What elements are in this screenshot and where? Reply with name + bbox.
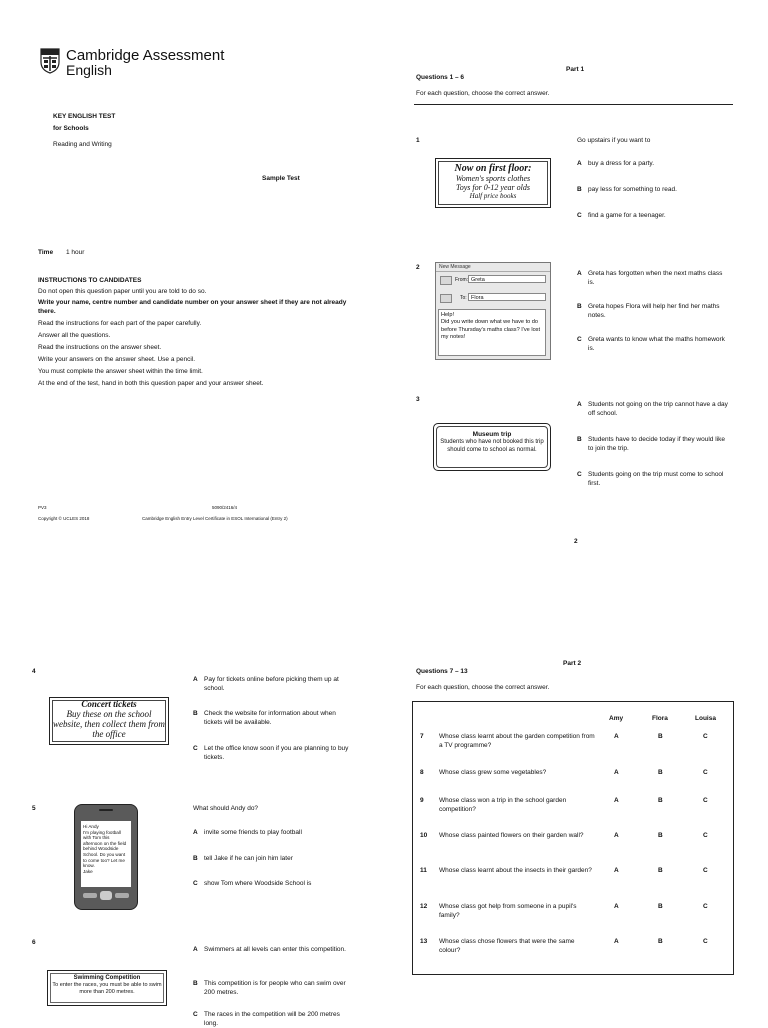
option-letter: C (577, 336, 582, 343)
instruction-line: Read the instructions on the answer sheet. (38, 344, 162, 351)
option-letter: A (577, 401, 582, 408)
phone-home-button (100, 891, 112, 900)
option-text: Check the website for information about when tickets will be available. (204, 710, 336, 726)
answer-c[interactable]: C (703, 832, 708, 839)
from-label: From: (455, 277, 469, 283)
option-text: find a game for a teenager. (588, 212, 666, 219)
answer-a[interactable]: A (614, 938, 619, 945)
divider (414, 104, 733, 105)
option-b[interactable] (193, 855, 349, 864)
part2-title: Part 2 (563, 660, 582, 667)
part1-title: Part 1 (566, 66, 585, 73)
option-a[interactable] (193, 676, 349, 693)
option-text: pay less for something to read. (588, 186, 677, 193)
option-text: The races in the competition will be 200 metres long. (204, 1011, 340, 1027)
phone-left-key (83, 893, 97, 898)
answer-b[interactable]: B (658, 797, 663, 804)
option-letter: C (193, 745, 198, 752)
row-number: 7 (420, 733, 424, 740)
option-text: Greta wants to know what the maths homework is. (588, 336, 725, 352)
sign-line: Toys for 0-12 year olds (456, 183, 530, 192)
answer-b[interactable]: B (658, 832, 663, 839)
message-body: Help! Did you write down what we have to do before Thursday's maths class? I've lost my notes! (438, 309, 546, 356)
option-text: Students going on the trip must come to school first. (588, 471, 724, 487)
exam-title: KEY ENGLISH TEST (53, 113, 116, 120)
sample-label: Sample Test (262, 175, 300, 182)
row-number: 8 (420, 769, 424, 776)
answer-c[interactable]: C (703, 733, 708, 740)
option-letter: B (193, 855, 198, 862)
option-letter: B (577, 186, 582, 193)
question-number: 1 (416, 137, 420, 144)
instruction-line: Answer all the questions. (38, 332, 111, 339)
answer-a[interactable]: A (614, 867, 619, 874)
option-a[interactable] (193, 829, 349, 838)
option-letter: C (193, 880, 198, 887)
option-a[interactable] (577, 401, 730, 418)
sign-title: Swimming Competition (73, 975, 141, 981)
answer-a[interactable]: A (614, 797, 619, 804)
answer-c[interactable]: C (703, 797, 708, 804)
from-icon (440, 276, 452, 285)
option-b[interactable] (577, 436, 730, 453)
option-letter: A (193, 946, 198, 953)
answer-c[interactable]: C (703, 938, 708, 945)
sign-body: To enter the races, you must be able to swim more than 200 metres. (52, 982, 162, 995)
instruction-line: Write your name, centre number and candidate number on your answer sheet if they are not already there. (38, 299, 347, 315)
answer-b[interactable]: B (658, 938, 663, 945)
option-letter: C (577, 471, 582, 478)
phone-speaker (99, 809, 113, 811)
option-letter: C (577, 212, 582, 219)
part1-questions-range: Questions 1 – 6 (416, 74, 465, 81)
option-text: Students have to decide today if they would like to join the trip. (588, 436, 725, 452)
page-number: 2 (574, 538, 578, 545)
answer-a[interactable]: A (614, 769, 619, 776)
option-letter: A (193, 676, 198, 683)
instruction-line: Read the instructions for each part of the paper carefully. (38, 320, 202, 327)
row-question: Whose class learnt about the insects in their garden? (439, 867, 592, 874)
option-c[interactable] (193, 1011, 349, 1028)
row-number: 9 (420, 797, 424, 804)
question-number: 4 (32, 668, 36, 675)
answer-a[interactable]: A (614, 903, 619, 910)
footer-code: PV3 (38, 505, 47, 510)
question-number: 5 (32, 805, 36, 812)
row-question: Whose class painted flowers on their garden wall? (439, 832, 584, 839)
option-c[interactable] (577, 471, 730, 488)
sign-title: Museum trip (472, 431, 512, 438)
column-header: Flora (652, 715, 668, 722)
exam-subtitle: for Schools (53, 125, 89, 132)
row-number: 12 (420, 903, 428, 910)
column-header: Louisa (695, 715, 716, 722)
answer-c[interactable]: C (703, 903, 708, 910)
sign-line: Women's sports clothes (455, 174, 531, 183)
sign-line: Half price books (469, 192, 517, 200)
part2-questions-range: Questions 7 – 13 (416, 668, 468, 675)
option-text: Let the office know soon if you are planning to buy tickets. (204, 745, 349, 761)
option-text: invite some friends to play football (204, 829, 302, 836)
phone-screen: Hi Andy I'm playing football with Tom this afternoon on the field behind Woodside School. Do you want to come too? Let me know. Jake (81, 821, 131, 887)
option-letter: A (577, 160, 582, 167)
row-question: Whose class grew some vegetables? (439, 769, 547, 776)
option-c[interactable] (193, 880, 349, 889)
option-letter: B (193, 710, 198, 717)
option-b[interactable] (577, 186, 727, 195)
phone-right-key (115, 893, 129, 898)
option-b[interactable] (193, 710, 349, 727)
answer-c[interactable]: C (703, 867, 708, 874)
sign-body: Buy these on the school website, then collect them from the office (53, 709, 165, 739)
instruction-line: Do not open this question paper until you are told to do so. (38, 288, 207, 295)
to-label: To: (460, 295, 467, 301)
instructions-heading: INSTRUCTIONS TO CANDIDATES (38, 277, 142, 284)
row-question: Whose class got help from someone in a pupil's family? (439, 903, 577, 919)
row-question: Whose class won a trip in the school garden competition? (439, 797, 567, 813)
column-header: Amy (609, 715, 624, 722)
brand-name: Cambridge Assessment (66, 47, 225, 64)
option-c[interactable] (577, 336, 729, 353)
answer-c[interactable]: C (703, 769, 708, 776)
email-window (435, 262, 551, 360)
footer-copyright: Copyright © UCLES 2018 (38, 516, 90, 521)
answer-b[interactable]: B (658, 733, 663, 740)
notice-sign (49, 697, 169, 745)
row-number: 10 (420, 832, 428, 839)
from-field: Greta (468, 275, 546, 283)
instruction-line: You must complete the answer sheet within the time limit. (38, 368, 203, 375)
notice-sign (433, 423, 551, 471)
option-c[interactable] (193, 745, 349, 762)
option-text: Greta hopes Flora will help her find her maths notes. (588, 303, 720, 319)
option-text: Swimmers at all levels can enter this competition. (204, 946, 346, 953)
question-prompt: What should Andy do? (193, 805, 259, 812)
row-question: Whose class learnt about the garden competition from a TV programme? (439, 733, 595, 749)
instruction-line: At the end of the test, hand in both this question paper and your answer sheet. (38, 380, 264, 387)
option-text: Students not going on the trip cannot have a day off school. (588, 401, 728, 417)
option-a[interactable] (577, 270, 729, 287)
brand-subname: English (66, 62, 112, 78)
part1-instruction: For each question, choose the correct answer. (416, 90, 550, 97)
cambridge-shield-icon (40, 48, 60, 74)
notice-sign (435, 158, 551, 208)
instruction-line: Write your answers on the answer sheet. Use a pencil. (38, 356, 196, 363)
footer-ref: 5090/2416/4 (212, 505, 238, 510)
notice-sign (47, 970, 167, 1006)
row-number: 11 (420, 867, 427, 874)
answer-b[interactable]: B (658, 903, 663, 910)
question-number: 3 (416, 396, 420, 403)
option-c[interactable] (577, 212, 727, 221)
option-text: tell Jake if he can join him later (204, 855, 293, 862)
option-text: buy a dress for a party. (588, 160, 654, 167)
option-letter: A (193, 829, 198, 836)
sign-body: Students who have not booked this trip should come to school as normal. (440, 439, 544, 453)
footer-certificate: Cambridge English Entry Level Certificate in ESOL International (Entry 2) (142, 516, 288, 521)
paper-name: Reading and Writing (53, 141, 112, 148)
option-letter: A (577, 270, 582, 277)
option-text: Greta has forgotten when the next maths class is. (588, 270, 723, 286)
matching-table (412, 701, 734, 975)
sign-title: Now on first floor: (454, 163, 532, 174)
sign-title: Concert tickets (81, 699, 137, 709)
option-a[interactable] (577, 160, 727, 169)
to-icon (440, 294, 452, 303)
row-number: 13 (420, 938, 428, 945)
option-letter: B (577, 303, 582, 310)
time-value: 1 hour (66, 249, 85, 256)
option-text: Pay for tickets online before picking them up at school. (204, 676, 339, 692)
answer-b[interactable]: B (658, 867, 663, 874)
question-number: 2 (416, 264, 420, 271)
option-letter: B (193, 980, 198, 987)
window-title: New Message (439, 264, 471, 270)
option-b[interactable] (193, 980, 349, 997)
part2-instruction: For each question, choose the correct answer. (416, 684, 550, 691)
row-question: Whose class chose flowers that were the same colour? (439, 938, 575, 954)
window-titlebar (436, 271, 550, 272)
answer-b[interactable]: B (658, 769, 663, 776)
option-letter: B (577, 436, 582, 443)
option-letter: C (193, 1011, 198, 1018)
answer-a[interactable]: A (614, 733, 619, 740)
option-a[interactable] (193, 946, 349, 955)
phone-icon (74, 804, 138, 910)
to-field: Flora (468, 293, 546, 301)
question-prompt: Go upstairs if you want to (577, 137, 651, 144)
option-b[interactable] (577, 303, 729, 320)
option-text: This competition is for people who can swim over 200 metres. (204, 980, 346, 996)
time-label: Time (38, 249, 54, 256)
option-text: show Tom where Woodside School is (204, 880, 312, 887)
question-number: 6 (32, 939, 36, 946)
answer-a[interactable]: A (614, 832, 619, 839)
